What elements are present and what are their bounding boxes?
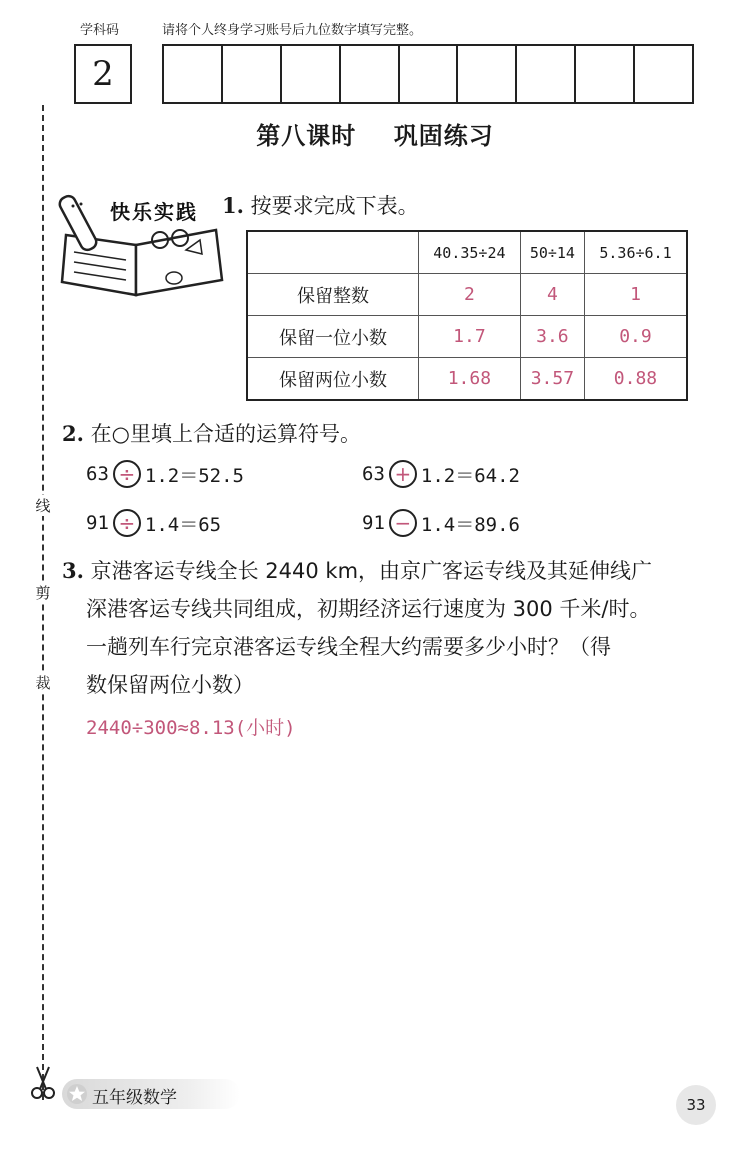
subject-code-label: 学科码 xyxy=(80,23,120,38)
account-digit-box[interactable] xyxy=(400,46,459,102)
q1-text: 按要求完成下表。 xyxy=(250,194,419,218)
operator-circle[interactable]: ÷ xyxy=(113,460,141,488)
answer-cell[interactable]: 0.9 xyxy=(584,316,687,358)
q2-expression xyxy=(362,509,520,537)
account-digit-box[interactable] xyxy=(282,46,341,102)
q2-expression xyxy=(362,460,520,488)
row-label: 保留一位小数 xyxy=(247,316,419,358)
answer-cell[interactable]: 3.57 xyxy=(520,358,584,401)
q3-line-text: 京港客运专线全长 2440 km，由京广客运专线及其延伸线广 xyxy=(90,559,653,583)
table-header-row xyxy=(247,231,687,274)
answer-cell[interactable]: 1.7 xyxy=(419,316,521,358)
expr-left: 63 xyxy=(362,463,385,485)
row-label: 保留两位小数 xyxy=(247,358,419,401)
lesson-title: 第八课时 巩固练习 xyxy=(256,122,494,150)
account-digit-box[interactable] xyxy=(341,46,400,102)
answer-cell[interactable]: 1 xyxy=(584,274,687,316)
cut-label-char: 裁 xyxy=(35,674,51,692)
rounding-table xyxy=(246,230,688,401)
q3-line: 数保留两位小数） xyxy=(86,673,254,697)
account-digit-box[interactable] xyxy=(576,46,635,102)
row-label: 保留整数 xyxy=(247,274,419,316)
book-title: 五年级数学 xyxy=(92,1088,177,1108)
q2-prompt xyxy=(62,418,361,448)
q1-prompt xyxy=(222,190,419,220)
q2-number: 2. xyxy=(62,421,84,446)
cut-label-char: 剪 xyxy=(35,584,51,602)
expr-left: 63 xyxy=(86,463,109,485)
subject-code-box[interactable]: 2 xyxy=(74,44,132,104)
account-digit-box[interactable] xyxy=(223,46,282,102)
account-digit-boxes xyxy=(162,44,694,104)
table-row xyxy=(247,316,687,358)
answer-cell[interactable]: 3.6 xyxy=(520,316,584,358)
q2-expression xyxy=(86,460,244,488)
q3-number: 3. xyxy=(62,558,84,583)
table-row xyxy=(247,274,687,316)
table-row xyxy=(247,358,687,401)
account-digit-box[interactable] xyxy=(635,46,692,102)
q3-line: 深港客运专线共同组成，初期经济运行速度为 300 千米/时。 xyxy=(86,597,651,621)
scissors-icon xyxy=(31,1065,55,1105)
answer-cell[interactable]: 2 xyxy=(419,274,521,316)
table-header-cell xyxy=(247,231,419,274)
page-number: 33 xyxy=(676,1085,716,1125)
account-digit-box[interactable] xyxy=(517,46,576,102)
q3-text-block xyxy=(62,552,702,704)
account-digit-box[interactable] xyxy=(164,46,223,102)
q1-number: 1. xyxy=(222,193,244,218)
cut-label-char: 线 xyxy=(35,497,51,515)
q3-line xyxy=(62,552,702,590)
operator-circle[interactable]: ÷ xyxy=(113,509,141,537)
expr-left: 91 xyxy=(86,512,109,534)
expr-right: 1.2＝64.2 xyxy=(420,464,520,487)
q3-line: 一趟列车行完京港客运专线全程大约需要多少小时？（得 xyxy=(86,635,611,659)
expr-right: 1.2＝52.5 xyxy=(144,464,244,487)
answer-cell[interactable]: 0.88 xyxy=(584,358,687,401)
q2-expression xyxy=(86,509,221,537)
q3-answer[interactable]: 2440÷300≈8.13(小时) xyxy=(86,717,296,739)
table-header-cell: 50÷14 xyxy=(520,231,584,274)
star-icon xyxy=(66,1083,88,1109)
answer-cell[interactable]: 4 xyxy=(520,274,584,316)
table-header-cell: 40.35÷24 xyxy=(419,231,521,274)
account-instruction: 请将个人终身学习账号后九位数字填写完整。 xyxy=(162,23,423,38)
operator-circle[interactable]: + xyxy=(389,460,417,488)
q2-text: 在○里填上合适的运算符号。 xyxy=(90,422,361,446)
expr-right: 1.4＝65 xyxy=(144,513,222,536)
table-header-cell: 5.36÷6.1 xyxy=(584,231,687,274)
expr-left: 91 xyxy=(362,512,385,534)
expr-right: 1.4＝89.6 xyxy=(420,513,520,536)
answer-cell[interactable]: 1.68 xyxy=(419,358,521,401)
operator-circle[interactable]: − xyxy=(389,509,417,537)
badge-title: 快乐实践 xyxy=(110,200,198,224)
account-digit-box[interactable] xyxy=(458,46,517,102)
